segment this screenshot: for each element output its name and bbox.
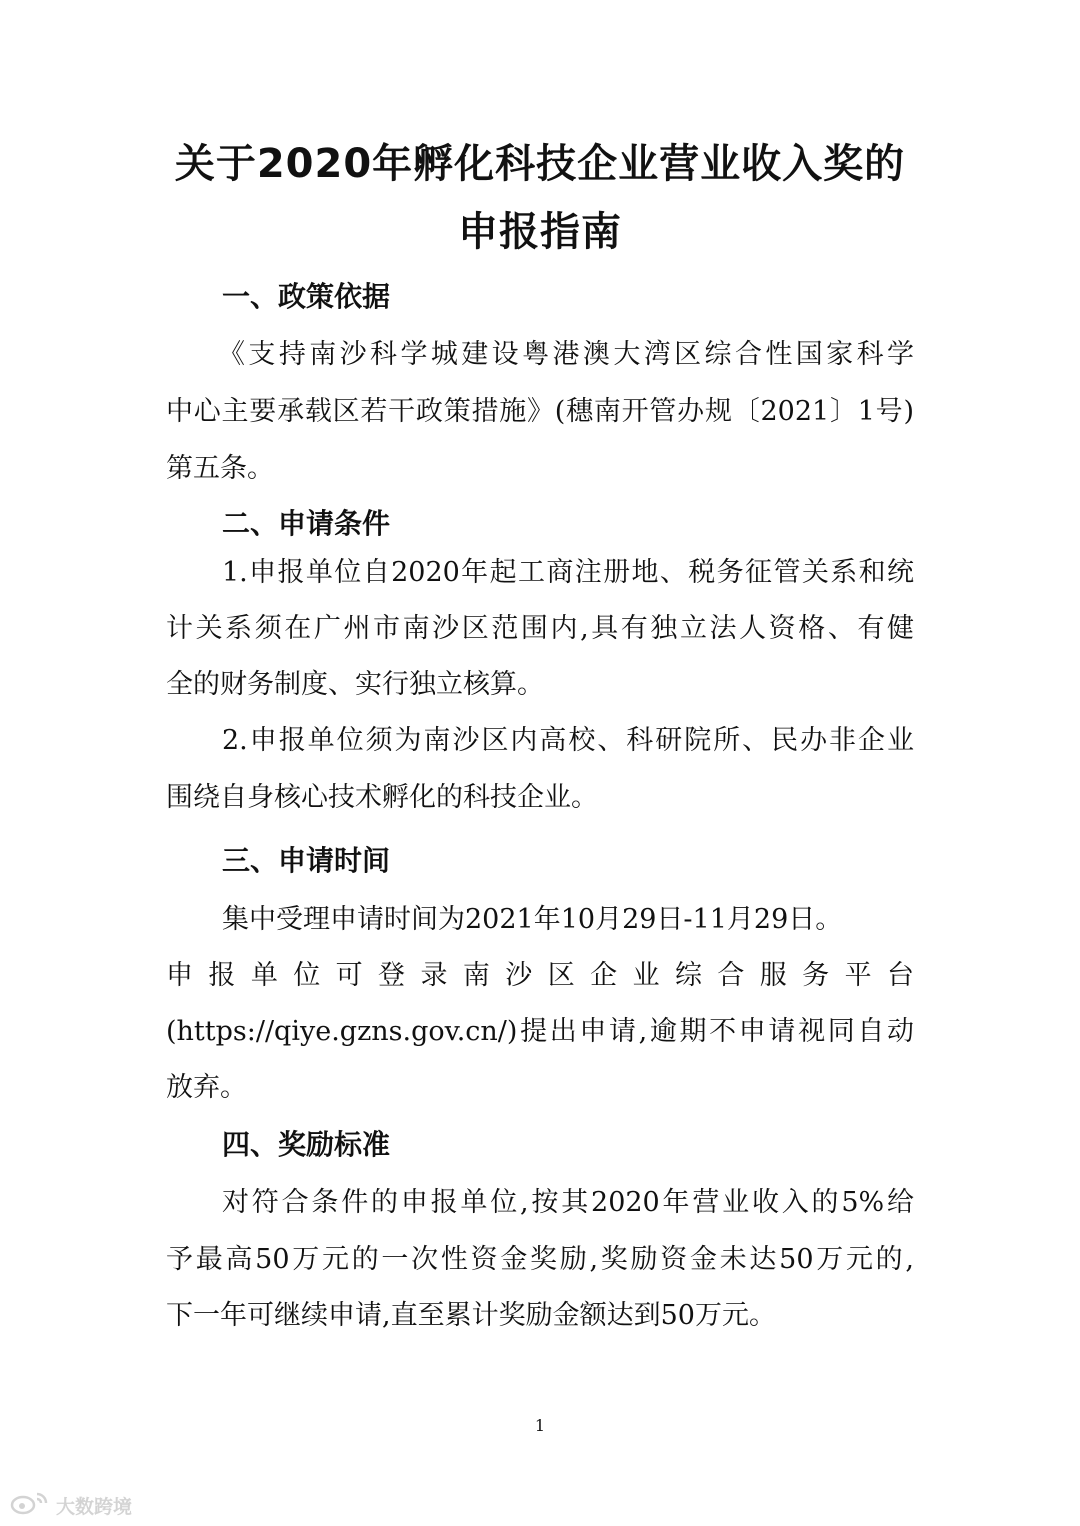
- paragraph-line: 放弃。: [166, 1072, 247, 1103]
- section-heading-application-time: 三、申请时间: [222, 844, 391, 877]
- paragraph-line: 计关系须在广州市南沙区范围内,具有独立法人资格、有健: [166, 613, 914, 644]
- page-title-line-2: 申报指南: [458, 209, 622, 255]
- paragraph-line: 予最高50万元的一次性资金奖励,奖励资金未达50万元的,: [166, 1244, 914, 1275]
- page-title-line-1: 关于2020年孵化科技企业营业收入奖的: [174, 141, 906, 187]
- paragraph-line: 《支持南沙科学城建设粤港澳大湾区综合性国家科学: [218, 339, 914, 370]
- section-heading-reward-standard: 四、奖励标准: [222, 1128, 391, 1161]
- paragraph-line: (https://qiye.gzns.gov.cn/)提出申请,逾期不申请视同自动: [166, 1016, 914, 1047]
- page-number: 1: [534, 1416, 546, 1435]
- watermark: [10, 1490, 132, 1521]
- paragraph-line: 对符合条件的申报单位,按其2020年营业收入的5%给: [222, 1187, 914, 1218]
- paragraph-line: 中心主要承载区若干政策措施》(穗南开管办规〔2021〕1号): [166, 396, 914, 427]
- paragraph-line: 第五条。: [166, 453, 274, 484]
- section-heading-policy-basis: 一、政策依据: [222, 280, 391, 313]
- paragraph-line: 申报单位可登录南沙区企业综合服务平台: [166, 960, 914, 991]
- section-heading-conditions: 二、申请条件: [222, 507, 391, 540]
- paragraph-line: 集中受理申请时间为2021年10月29日-11月29日。: [222, 904, 843, 935]
- paragraph-line: 全的财务制度、实行独立核算。: [166, 669, 544, 700]
- weibo-logo-icon: [10, 1490, 56, 1521]
- watermark-text: 大数跨境: [56, 1496, 133, 1518]
- paragraph-line: 下一年可继续申请,直至累计奖励金额达到50万元。: [166, 1300, 776, 1331]
- paragraph-line: 围绕自身核心技术孵化的科技企业。: [166, 782, 598, 813]
- paragraph-line: 2.申报单位须为南沙区内高校、科研院所、民办非企业: [222, 725, 914, 756]
- paragraph-line: 1.申报单位自2020年起工商注册地、税务征管关系和统: [222, 557, 914, 588]
